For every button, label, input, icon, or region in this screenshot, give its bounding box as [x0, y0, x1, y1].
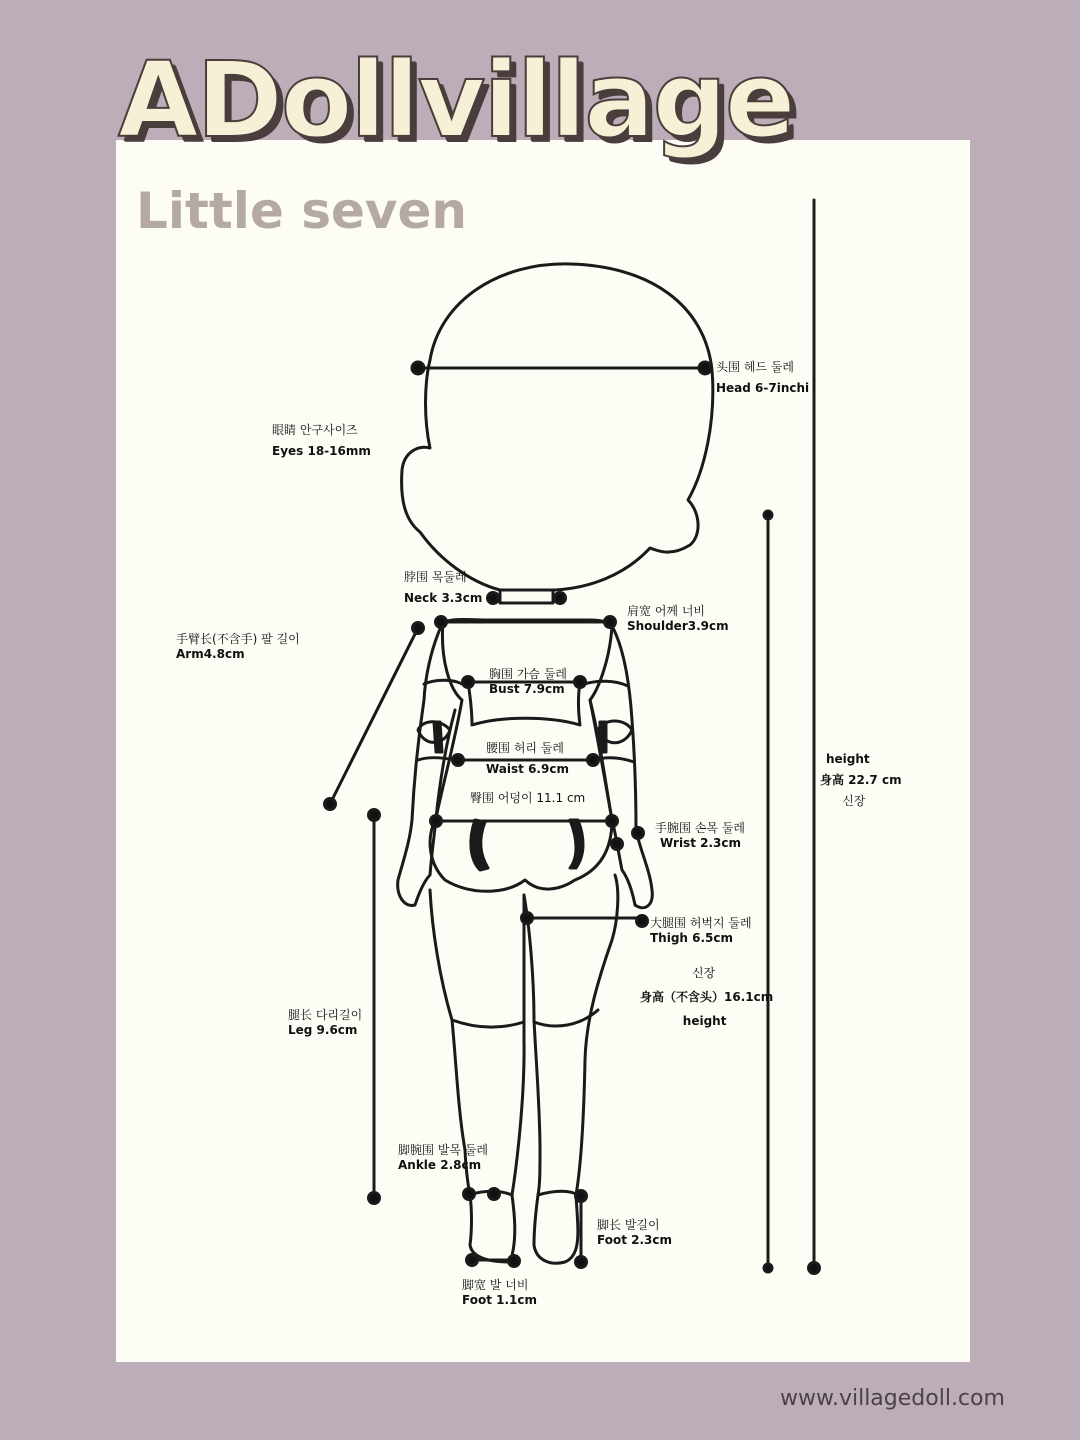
model-name: Little seven [136, 182, 468, 240]
waist-label: 腰围 허리 둘레 Waist 6.9cm [486, 741, 569, 776]
leg-label: 腿长 다리길이 Leg 9.6cm [288, 1008, 363, 1037]
neck-label: 脖围 목둘레 Neck 3.3cm [404, 570, 483, 605]
head-dot-left [412, 362, 424, 374]
right-arm-outline [590, 626, 652, 908]
ankle-dot-right [489, 1189, 500, 1200]
hip-label: 臀围 어덩이 11.1 cm [470, 791, 586, 805]
ankle-dot-left [464, 1189, 475, 1200]
wrist-label: 手腕围 손목 둘레 Wrist 2.3cm [655, 821, 745, 850]
neck-dot-left [488, 593, 499, 604]
head-label: 头围 헤드 둘레 Head 6-7inchi [716, 360, 810, 395]
height-total-label: height 身高 22.7 cm 신장 [820, 752, 902, 808]
brand-logo: ADollvillage [118, 39, 794, 161]
ankle-label: 脚腕围 발목 둘레 Ankle 2.8cm [398, 1143, 488, 1172]
thigh-label: 大腿围 허벅지 둘레 Thigh 6.5cm [650, 916, 752, 945]
height-no-head-label: 신장 身高（不含头）16.1cm height [640, 966, 774, 1028]
website-url: www.villagedoll.com [780, 1386, 1005, 1411]
eyes-label: 眼睛 안구사이즈 Eyes 18-16mm [272, 423, 371, 458]
neck-outline [500, 590, 553, 603]
neck-dot-right [555, 593, 566, 604]
arm-length-line [330, 628, 418, 804]
bust-label: 胸围 가슴 둘레 Bust 7.9cm [489, 667, 567, 696]
head-dot-right [699, 362, 711, 374]
wrist-dot [633, 828, 644, 839]
foot-length-label: 脚长 발길이 Foot 2.3cm [597, 1218, 672, 1247]
arm-label: 手臂长(不含手) 팔 길이 Arm4.8cm [176, 632, 300, 661]
right-leg-outline [524, 875, 618, 1263]
foot-width-label: 脚宽 발 너비 Foot 1.1cm [462, 1278, 537, 1307]
shoulder-label: 肩宽 어께 너비 Shoulder3.9cm [627, 604, 729, 633]
wrist-dot-2 [612, 839, 623, 850]
head-outline [402, 264, 713, 590]
left-leg-outline [430, 890, 524, 1262]
